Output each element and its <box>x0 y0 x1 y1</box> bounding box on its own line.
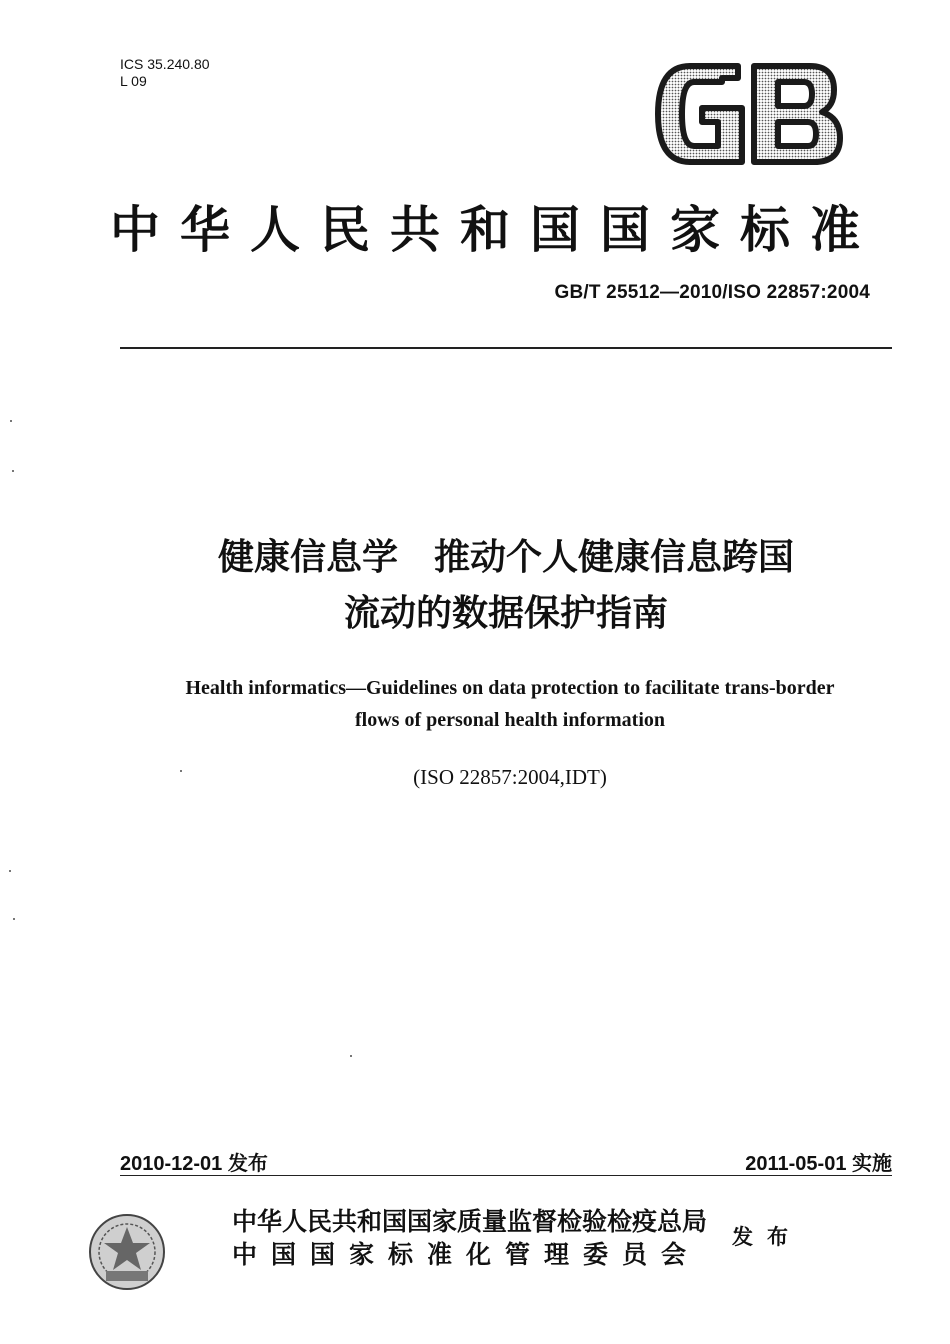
scan-speck <box>10 420 12 422</box>
issuing-authorities <box>232 1205 707 1271</box>
english-title-line-2: flows of personal health information <box>355 709 665 731</box>
chinese-title-line-2: 流动的数据保护指南 <box>343 593 668 634</box>
scan-speck <box>13 918 15 920</box>
ics-code: ICS 35.240.80 <box>120 56 210 72</box>
ccs-code: L 09 <box>120 73 147 89</box>
iso-equivalence: (ISO 22857:2004,IDT) <box>413 765 607 789</box>
effective-date: 2011-05-01 实施 <box>745 1153 892 1175</box>
gb-logo-icon <box>650 62 846 166</box>
chinese-title <box>100 530 912 642</box>
scan-speck <box>12 470 14 472</box>
scan-speck <box>180 770 182 772</box>
footer-divider <box>120 1175 892 1176</box>
scan-speck <box>9 870 11 872</box>
english-title-line-1: Health informatics—Guidelines on data protection to facilitate trans-border <box>185 677 835 699</box>
english-title <box>110 672 910 736</box>
standard-number: GB/T 25512—2010/ISO 22857:2004 <box>554 282 870 303</box>
publish-date: 2010-12-01 发布 <box>120 1153 268 1175</box>
scan-speck <box>350 1055 352 1057</box>
standard-type-title: 中华人民共和国国家标准 <box>110 200 880 259</box>
issue-action: 发布 <box>732 1224 802 1249</box>
header-divider <box>120 347 892 349</box>
classification-codes <box>120 56 210 90</box>
official-seal-icon <box>88 1213 166 1291</box>
issuer-aqsiq: 中华人民共和国国家质量监督检验检疫总局 <box>232 1207 708 1236</box>
chinese-title-line-1: 健康信息学 推动个人健康信息跨国 <box>217 537 794 578</box>
issuer-sac: 中国国家标准化管理委员会 <box>232 1240 701 1269</box>
